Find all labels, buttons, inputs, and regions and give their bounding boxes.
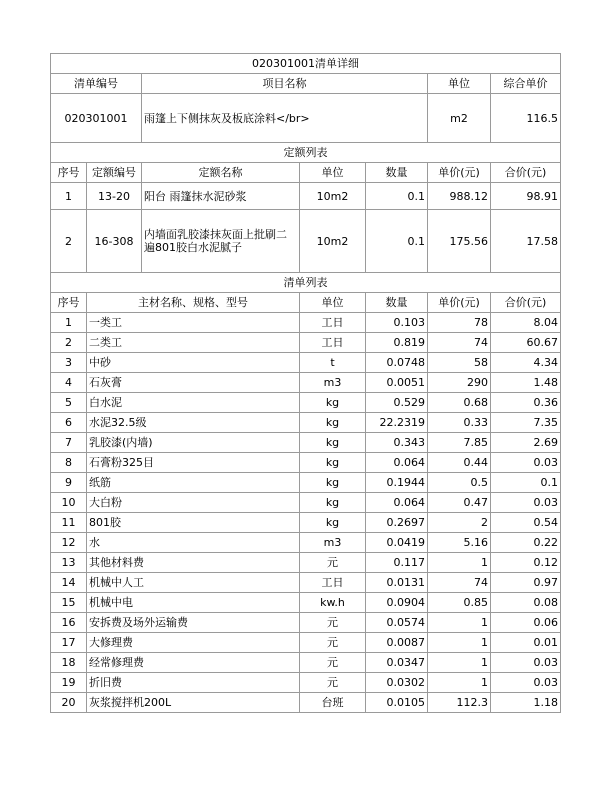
unit-price-cell: 74 xyxy=(428,333,491,353)
unit-cell: m3 xyxy=(300,533,366,553)
unit-price-cell: 0.47 xyxy=(428,493,491,513)
unit-price-cell: 0.33 xyxy=(428,413,491,433)
material-row xyxy=(51,593,561,613)
total-price-cell: 0.54 xyxy=(491,513,561,533)
unit-price-cell: 112.3 xyxy=(428,693,491,713)
qty-cell: 0.064 xyxy=(366,493,428,513)
material-name-cell: 乳胶漆(内墙) xyxy=(87,433,300,453)
seq-cell: 10 xyxy=(51,493,87,513)
seq-cell: 2 xyxy=(51,333,87,353)
total-price-cell: 1.18 xyxy=(491,693,561,713)
qty-header: 数量 xyxy=(366,163,428,183)
unit-cell: kg xyxy=(300,453,366,473)
material-row xyxy=(51,393,561,413)
item-header-row xyxy=(51,74,561,94)
seq-cell: 2 xyxy=(51,210,87,273)
seq-cell: 8 xyxy=(51,453,87,473)
quota-code-cell: 13-20 xyxy=(87,183,142,210)
qty-cell: 0.1 xyxy=(366,210,428,273)
title-row xyxy=(51,54,561,74)
quota-name-header: 定额名称 xyxy=(142,163,300,183)
qty-cell: 0.0748 xyxy=(366,353,428,373)
total-price-cell: 0.22 xyxy=(491,533,561,553)
unit-header: 单位 xyxy=(428,74,491,94)
unit-price-cell: 1 xyxy=(428,673,491,693)
total-price-cell: 0.06 xyxy=(491,613,561,633)
material-name-cell: 大修理费 xyxy=(87,633,300,653)
unit-header: 单位 xyxy=(300,293,366,313)
unit-cell: kw.h xyxy=(300,593,366,613)
seq-cell: 7 xyxy=(51,433,87,453)
seq-cell: 1 xyxy=(51,183,87,210)
qty-cell: 0.529 xyxy=(366,393,428,413)
unit-cell: 元 xyxy=(300,653,366,673)
qty-cell: 0.1 xyxy=(366,183,428,210)
material-name-cell: 石灰膏 xyxy=(87,373,300,393)
material-row xyxy=(51,613,561,633)
seq-cell: 13 xyxy=(51,553,87,573)
seq-cell: 5 xyxy=(51,393,87,413)
unit-price-cell: 0.68 xyxy=(428,393,491,413)
unit-cell: 台班 xyxy=(300,693,366,713)
material-name-cell: 大白粉 xyxy=(87,493,300,513)
seq-cell: 19 xyxy=(51,673,87,693)
unit-price-cell: 290 xyxy=(428,373,491,393)
unit-price-cell: 175.56 xyxy=(428,210,491,273)
total-price-cell: 0.36 xyxy=(491,393,561,413)
unit-cell: kg xyxy=(300,473,366,493)
seq-cell: 11 xyxy=(51,513,87,533)
item-unit: m2 xyxy=(428,94,491,143)
unit-price-cell: 0.44 xyxy=(428,453,491,473)
unit-cell: 元 xyxy=(300,613,366,633)
qty-cell: 0.0347 xyxy=(366,653,428,673)
total-price-cell: 8.04 xyxy=(491,313,561,333)
material-name-cell: 机械中电 xyxy=(87,593,300,613)
quota-name-cell: 内墙面乳胶漆抹灰面上批刷二遍801胶白水泥腻子 xyxy=(142,210,300,273)
unit-cell: m3 xyxy=(300,373,366,393)
quota-name-cell: 阳台 雨篷抹水泥砂浆 xyxy=(142,183,300,210)
total-price-cell: 98.91 xyxy=(491,183,561,210)
code-header: 清单编号 xyxy=(51,74,142,94)
quota-title-row xyxy=(51,143,561,163)
item-code: 020301001 xyxy=(51,94,142,143)
total-price-cell: 60.67 xyxy=(491,333,561,353)
material-row xyxy=(51,453,561,473)
qty-cell: 0.0904 xyxy=(366,593,428,613)
seq-cell: 17 xyxy=(51,633,87,653)
bill-detail-table xyxy=(50,53,561,713)
material-name-cell: 安拆费及场外运输费 xyxy=(87,613,300,633)
material-name-cell: 水泥32.5级 xyxy=(87,413,300,433)
qty-cell: 0.103 xyxy=(366,313,428,333)
qty-cell: 0.064 xyxy=(366,453,428,473)
unit-price-cell: 0.5 xyxy=(428,473,491,493)
material-row xyxy=(51,573,561,593)
seq-cell: 15 xyxy=(51,593,87,613)
unit-price-cell: 1 xyxy=(428,633,491,653)
unit-cell: 工日 xyxy=(300,313,366,333)
unit-price-cell: 78 xyxy=(428,313,491,333)
material-row xyxy=(51,653,561,673)
unit-price-cell: 1 xyxy=(428,553,491,573)
material-name-header: 主材名称、规格、型号 xyxy=(87,293,300,313)
material-row xyxy=(51,313,561,333)
total-price-cell: 0.1 xyxy=(491,473,561,493)
qty-cell: 22.2319 xyxy=(366,413,428,433)
qty-cell: 0.0302 xyxy=(366,673,428,693)
seq-header: 序号 xyxy=(51,163,87,183)
material-row xyxy=(51,333,561,353)
seq-cell: 4 xyxy=(51,373,87,393)
total-price-cell: 0.03 xyxy=(491,453,561,473)
total-price-cell: 0.03 xyxy=(491,673,561,693)
unit-cell: 元 xyxy=(300,553,366,573)
material-row xyxy=(51,513,561,533)
name-header: 项目名称 xyxy=(142,74,428,94)
unit-price-cell: 5.16 xyxy=(428,533,491,553)
seq-cell: 3 xyxy=(51,353,87,373)
unit-price-header: 单价(元) xyxy=(428,293,491,313)
material-name-cell: 801胶 xyxy=(87,513,300,533)
material-row xyxy=(51,413,561,433)
unit-cell: kg xyxy=(300,413,366,433)
quota-section-title: 定额列表 xyxy=(51,143,561,163)
table-title: 020301001清单详细 xyxy=(51,54,561,74)
unit-price-header: 单价(元) xyxy=(428,163,491,183)
unit-cell: 10m2 xyxy=(300,183,366,210)
material-name-cell: 纸筋 xyxy=(87,473,300,493)
qty-cell: 0.819 xyxy=(366,333,428,353)
material-name-cell: 机械中人工 xyxy=(87,573,300,593)
material-row xyxy=(51,493,561,513)
unit-price-cell: 0.85 xyxy=(428,593,491,613)
unit-cell: t xyxy=(300,353,366,373)
unit-cell: 工日 xyxy=(300,333,366,353)
total-price-cell: 2.69 xyxy=(491,433,561,453)
material-section-title: 清单列表 xyxy=(51,273,561,293)
total-price-cell: 0.03 xyxy=(491,653,561,673)
seq-cell: 1 xyxy=(51,313,87,333)
total-price-cell: 17.58 xyxy=(491,210,561,273)
seq-cell: 14 xyxy=(51,573,87,593)
quota-header-row xyxy=(51,163,561,183)
item-name: 雨篷上下侧抹灰及板底涂料</br> xyxy=(142,94,428,143)
material-name-cell: 其他材料费 xyxy=(87,553,300,573)
unit-header: 单位 xyxy=(300,163,366,183)
unit-cell: 元 xyxy=(300,633,366,653)
total-price-cell: 0.01 xyxy=(491,633,561,653)
material-name-cell: 白水泥 xyxy=(87,393,300,413)
material-row xyxy=(51,673,561,693)
unit-price-cell: 58 xyxy=(428,353,491,373)
total-price-cell: 0.12 xyxy=(491,553,561,573)
material-name-cell: 灰浆搅拌机200L xyxy=(87,693,300,713)
total-price-cell: 0.03 xyxy=(491,493,561,513)
qty-header: 数量 xyxy=(366,293,428,313)
material-name-cell: 水 xyxy=(87,533,300,553)
quota-code-header: 定额编号 xyxy=(87,163,142,183)
material-name-cell: 中砂 xyxy=(87,353,300,373)
material-name-cell: 折旧费 xyxy=(87,673,300,693)
unit-price-cell: 74 xyxy=(428,573,491,593)
qty-cell: 0.0574 xyxy=(366,613,428,633)
material-name-cell: 一类工 xyxy=(87,313,300,333)
qty-cell: 0.343 xyxy=(366,433,428,453)
total-price-cell: 1.48 xyxy=(491,373,561,393)
seq-cell: 20 xyxy=(51,693,87,713)
material-row xyxy=(51,353,561,373)
unit-cell: kg xyxy=(300,433,366,453)
qty-cell: 0.0105 xyxy=(366,693,428,713)
seq-cell: 6 xyxy=(51,413,87,433)
unit-cell: 元 xyxy=(300,673,366,693)
material-name-cell: 经常修理费 xyxy=(87,653,300,673)
material-row xyxy=(51,693,561,713)
material-name-cell: 石膏粉325目 xyxy=(87,453,300,473)
total-price-cell: 7.35 xyxy=(491,413,561,433)
total-price-cell: 4.34 xyxy=(491,353,561,373)
material-name-cell: 二类工 xyxy=(87,333,300,353)
qty-cell: 0.1944 xyxy=(366,473,428,493)
unit-price-cell: 2 xyxy=(428,513,491,533)
qty-cell: 0.0087 xyxy=(366,633,428,653)
total-price-cell: 0.08 xyxy=(491,593,561,613)
seq-header: 序号 xyxy=(51,293,87,313)
unit-price-cell: 1 xyxy=(428,613,491,633)
material-row xyxy=(51,473,561,493)
item-row xyxy=(51,94,561,143)
qty-cell: 0.0131 xyxy=(366,573,428,593)
quota-row xyxy=(51,210,561,273)
seq-cell: 16 xyxy=(51,613,87,633)
unit-price-cell: 988.12 xyxy=(428,183,491,210)
seq-cell: 9 xyxy=(51,473,87,493)
item-price: 116.5 xyxy=(491,94,561,143)
unit-cell: kg xyxy=(300,393,366,413)
seq-cell: 12 xyxy=(51,533,87,553)
material-row xyxy=(51,533,561,553)
unit-cell: 10m2 xyxy=(300,210,366,273)
total-price-cell: 0.97 xyxy=(491,573,561,593)
material-row xyxy=(51,633,561,653)
unit-cell: kg xyxy=(300,493,366,513)
quota-code-cell: 16-308 xyxy=(87,210,142,273)
qty-cell: 0.117 xyxy=(366,553,428,573)
seq-cell: 18 xyxy=(51,653,87,673)
material-row xyxy=(51,373,561,393)
qty-cell: 0.0419 xyxy=(366,533,428,553)
qty-cell: 0.2697 xyxy=(366,513,428,533)
material-row xyxy=(51,553,561,573)
material-title-row xyxy=(51,273,561,293)
quota-row xyxy=(51,183,561,210)
price-header: 综合单价 xyxy=(491,74,561,94)
unit-cell: kg xyxy=(300,513,366,533)
material-row xyxy=(51,433,561,453)
material-header-row xyxy=(51,293,561,313)
total-price-header: 合价(元) xyxy=(491,293,561,313)
unit-cell: 工日 xyxy=(300,573,366,593)
unit-price-cell: 1 xyxy=(428,653,491,673)
unit-price-cell: 7.85 xyxy=(428,433,491,453)
qty-cell: 0.0051 xyxy=(366,373,428,393)
total-price-header: 合价(元) xyxy=(491,163,561,183)
